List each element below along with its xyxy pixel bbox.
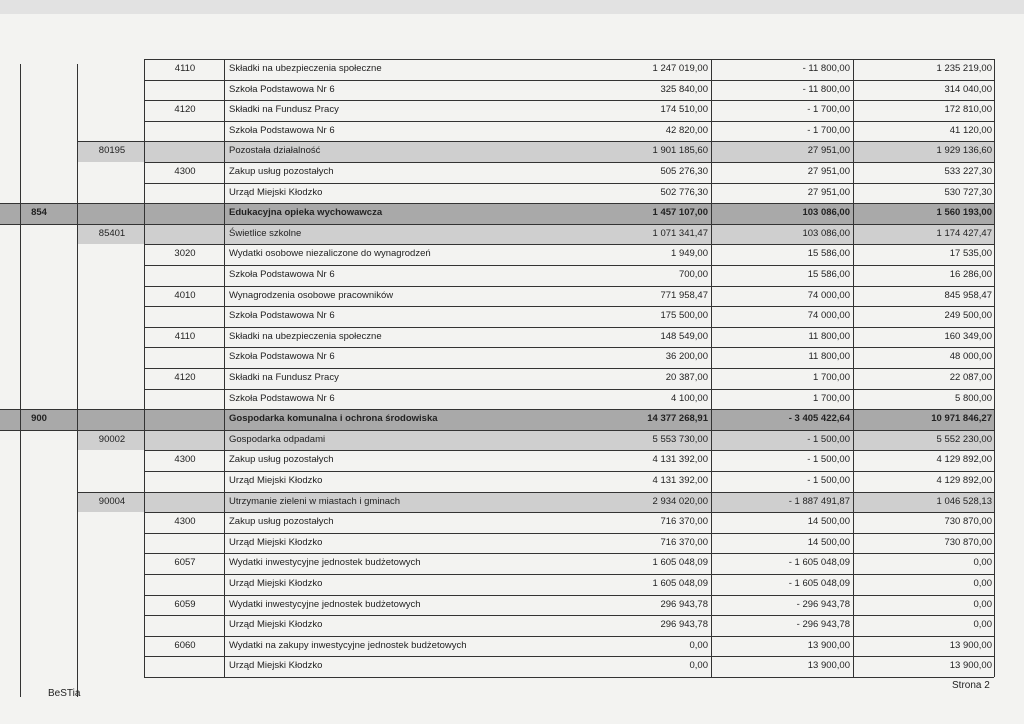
cell-plan-after: 13 900,00 [949,639,992,651]
cell-change: 1 700,00 [813,392,850,404]
cell-rozdzial: 90004 [98,495,126,507]
cell-paragraf: 4110 [174,63,196,74]
cell-paragraf [150,574,220,595]
cell-plan-after: 1 046 528,13 [936,495,992,507]
cell-paragraf [150,533,220,554]
cell-change: - 1 605 048,09 [788,557,850,569]
cell-plan-before: 505 276,30 [660,166,708,177]
cell-plan-after: 533 227,30 [944,166,992,177]
cell-plan-before: 1 949,00 [671,248,708,260]
table-top-rule [144,59,994,60]
cell-paragraf: 6060 [174,639,196,651]
cell-dzial [24,450,54,471]
cell-change: 14 500,00 [807,516,850,528]
cell-dzial [24,286,54,307]
cell-plan-after: 5 552 230,00 [936,433,992,445]
cell-plan-after: 41 120,00 [949,124,992,136]
cell-change: - 1 500,00 [807,433,850,445]
cell-description: Świetlice szkolne [229,227,302,239]
cell-rozdzial [84,574,140,595]
cell-paragraf [150,471,220,492]
cell-dzial [24,100,54,121]
chapter-top-rule [77,430,994,431]
cell-plan-before: 4 100,00 [671,392,708,404]
cell-dzial [24,183,54,204]
cell-plan-before: 1 071 341,47 [652,227,708,239]
cell-dzial [24,512,54,533]
cell-rozdzial [84,471,140,492]
cell-dzial [24,141,54,162]
cell-dzial [24,574,54,595]
cell-change: 11 800,00 [808,351,850,363]
cell-rozdzial [84,347,140,368]
cell-dzial [24,471,54,492]
cell-dzial [24,265,54,286]
cell-description: Szkoła Podstawowa Nr 6 [229,351,335,363]
cell-change: 27 951,00 [807,186,850,198]
cell-plan-before: 296 943,78 [660,598,708,610]
cell-paragraf: 4300 [174,454,196,466]
cell-plan-before: 36 200,00 [665,351,708,363]
cell-paragraf [150,347,220,368]
column-rule [994,59,995,677]
cell-change: - 3 405 422,64 [788,413,850,425]
column-rule [77,64,78,697]
cell-description: Wydatki osobowe niezaliczone do wynagrodzeń [229,248,431,260]
cell-dzial [24,492,54,513]
cell-dzial [24,327,54,348]
cell-plan-after: 0,00 [973,598,992,610]
cell-dzial [24,306,54,327]
cell-description: Gospodarka komunalna i ochrona środowiska [229,413,438,425]
cell-paragraf [150,80,220,101]
cell-dzial [24,368,54,389]
cell-rozdzial: 85401 [98,227,126,239]
cell-dzial [24,80,54,101]
cell-plan-before: 1 247 019,00 [652,63,708,74]
cell-rozdzial [84,595,140,616]
cell-paragraf [150,409,220,430]
cell-paragraf [150,615,220,636]
cell-rozdzial [84,183,140,204]
cell-description: Zakup usług pozostałych [229,454,334,466]
cell-change: - 1 500,00 [807,454,850,466]
cell-plan-after: 17 535,00 [949,248,992,260]
cell-paragraf: 6059 [174,598,196,610]
cell-change: - 1 700,00 [807,104,850,116]
cell-plan-after: 0,00 [973,578,992,589]
cell-plan-before: 296 943,78 [660,619,708,631]
cell-paragraf [150,141,220,162]
cell-dzial [24,244,54,265]
cell-plan-before: 716 370,00 [660,516,708,528]
cell-paragraf: 4120 [174,372,196,383]
cell-dzial [24,389,54,410]
cell-paragraf: 4010 [174,289,196,301]
cell-rozdzial [84,265,140,286]
cell-plan-before: 175 500,00 [660,310,708,322]
cell-plan-after: 10 971 846,27 [931,413,992,425]
cell-description: Urząd Miejski Kłodzko [229,578,323,589]
cell-paragraf: 3020 [174,248,196,260]
cell-change: - 1 605 048,09 [788,578,850,589]
cell-plan-after: 1 235 219,00 [936,63,992,74]
cell-description: Składki na Fundusz Pracy [229,372,339,383]
cell-paragraf: 6057 [174,557,196,569]
cell-dzial [24,533,54,554]
cell-paragraf [150,492,220,513]
cell-plan-before: 502 776,30 [660,186,708,198]
cell-rozdzial [84,368,140,389]
cell-plan-before: 1 605 048,09 [652,578,708,589]
cell-change: - 296 943,78 [796,598,850,610]
column-rule [144,59,145,677]
cell-rozdzial [84,162,140,183]
cell-change: 14 500,00 [807,536,850,548]
cell-dzial [24,615,54,636]
cell-plan-after: 730 870,00 [944,516,992,528]
footer-left-label: BeSTia [48,688,81,699]
cell-rozdzial [84,656,140,677]
cell-change: 27 951,00 [807,145,850,157]
cell-plan-after: 4 129 892,00 [936,475,992,486]
cell-description: Urząd Miejski Kłodzko [229,619,323,631]
cell-plan-before: 148 549,00 [660,330,708,342]
cell-description: Zakup usług pozostałych [229,166,334,177]
cell-change: - 1 887 491,87 [788,495,850,507]
cell-change: 27 951,00 [807,166,850,177]
cell-plan-before: 5 553 730,00 [652,433,708,445]
cell-description: Szkoła Podstawowa Nr 6 [229,83,335,95]
cell-change: 15 586,00 [807,269,850,280]
cell-plan-after: 0,00 [973,557,992,569]
cell-change: 103 086,00 [802,227,850,239]
cell-dzial [24,59,54,80]
chapter-top-rule [77,141,994,142]
cell-change: 74 000,00 [807,310,850,322]
cell-change: - 11 800,00 [802,63,850,74]
cell-paragraf [150,224,220,245]
cell-plan-before: 771 958,47 [660,289,708,301]
cell-rozdzial [84,327,140,348]
cell-plan-after: 314 040,00 [944,83,992,95]
cell-plan-before: 1 901 185,60 [652,145,708,157]
cell-rozdzial [84,615,140,636]
cell-dzial [24,636,54,657]
cell-plan-before: 325 840,00 [660,83,708,95]
column-rule [853,59,854,677]
cell-paragraf [150,656,220,677]
cell-rozdzial [84,100,140,121]
cell-dzial: 854 [31,207,47,219]
cell-rozdzial [84,306,140,327]
cell-description: Urząd Miejski Kłodzko [229,660,323,672]
cell-plan-after: 5 800,00 [955,392,992,404]
cell-description: Szkoła Podstawowa Nr 6 [229,269,335,280]
cell-plan-after: 1 929 136,60 [936,145,992,157]
cell-rozdzial [84,553,140,574]
cell-change: 1 700,00 [813,372,850,383]
cell-description: Szkoła Podstawowa Nr 6 [229,124,335,136]
cell-paragraf: 4110 [174,330,196,342]
cell-description: Składki na ubezpieczenia społeczne [229,330,382,342]
cell-plan-after: 16 286,00 [949,269,992,280]
cell-description: Wydatki na zakupy inwestycyjne jednostek budżetowych [229,639,467,651]
cell-description: Składki na ubezpieczenia społeczne [229,63,382,74]
column-rule [224,59,225,677]
cell-paragraf [150,183,220,204]
cell-description: Szkoła Podstawowa Nr 6 [229,392,335,404]
cell-change: 13 900,00 [807,639,850,651]
section-top-rule [0,203,994,204]
cell-description: Wynagrodzenia osobowe pracowników [229,289,394,301]
cell-change: 13 900,00 [807,660,850,672]
cell-paragraf [150,306,220,327]
cell-description: Wydatki inwestycyjne jednostek budżetowych [229,598,421,610]
cell-rozdzial: 80195 [98,145,126,157]
cell-plan-after: 845 958,47 [944,289,992,301]
page-number: Strona 2 [952,680,990,691]
cell-plan-before: 174 510,00 [660,104,708,116]
cell-change: 74 000,00 [807,289,850,301]
cell-dzial [24,347,54,368]
cell-change: 15 586,00 [807,248,850,260]
column-rule [711,59,712,677]
cell-dzial [24,553,54,574]
cell-plan-before: 700,00 [678,269,708,280]
cell-plan-before: 14 377 268,91 [647,413,708,425]
cell-rozdzial [84,121,140,142]
cell-change: - 11 800,00 [802,83,850,95]
cell-description: Edukacyjna opieka wychowawcza [229,207,383,219]
cell-rozdzial [84,286,140,307]
cell-description: Wydatki inwestycyjne jednostek budżetowych [229,557,421,569]
cell-dzial [24,595,54,616]
cell-plan-after: 1 560 193,00 [936,207,992,219]
column-rule [20,64,21,697]
cell-plan-after: 22 087,00 [949,372,992,383]
cell-rozdzial [84,80,140,101]
cell-description: Urząd Miejski Kłodzko [229,186,323,198]
cell-rozdzial [84,512,140,533]
cell-description: Składki na Fundusz Pracy [229,104,339,116]
cell-paragraf [150,430,220,451]
cell-plan-before: 716 370,00 [660,536,708,548]
cell-description: Pozostała działalność [229,145,321,157]
cell-plan-after: 4 129 892,00 [936,454,992,466]
cell-dzial [24,224,54,245]
section-top-rule [0,409,994,410]
cell-plan-before: 2 934 020,00 [652,495,708,507]
cell-description: Urząd Miejski Kłodzko [229,475,323,486]
cell-paragraf [150,203,220,224]
cell-rozdzial [84,244,140,265]
cell-change: - 1 500,00 [807,475,850,486]
cell-plan-after: 730 870,00 [944,536,992,548]
cell-rozdzial [84,59,140,80]
cell-dzial [24,430,54,451]
chapter-top-rule [77,224,994,225]
cell-description: Zakup usług pozostałych [229,516,334,528]
cell-plan-before: 0,00 [689,660,708,672]
cell-rozdzial [84,450,140,471]
cell-change: 103 086,00 [802,207,850,219]
cell-paragraf: 4300 [174,516,196,528]
scan-top-band [0,0,1024,14]
cell-change: - 296 943,78 [796,619,850,631]
cell-paragraf [150,121,220,142]
cell-dzial [24,121,54,142]
cell-paragraf: 4120 [174,104,196,116]
cell-plan-before: 42 820,00 [665,124,708,136]
cell-plan-after: 172 810,00 [944,104,992,116]
cell-plan-before: 0,00 [689,639,708,651]
cell-plan-after: 160 349,00 [944,330,992,342]
cell-description: Urząd Miejski Kłodzko [229,536,323,548]
cell-plan-before: 20 387,00 [665,372,708,383]
cell-dzial [24,656,54,677]
cell-rozdzial [84,636,140,657]
cell-paragraf [150,265,220,286]
cell-plan-after: 13 900,00 [949,660,992,672]
cell-rozdzial [84,203,140,224]
row-divider [144,677,994,678]
cell-plan-after: 0,00 [973,619,992,631]
cell-plan-before: 4 131 392,00 [652,454,708,466]
cell-change: 11 800,00 [808,330,850,342]
cell-dzial: 900 [31,413,47,425]
chapter-top-rule [77,492,994,493]
cell-rozdzial: 90002 [98,433,126,445]
cell-description: Szkoła Podstawowa Nr 6 [229,310,335,322]
cell-paragraf: 4300 [174,166,196,177]
cell-plan-after: 48 000,00 [949,351,992,363]
cell-plan-after: 1 174 427,47 [936,227,992,239]
cell-rozdzial [84,389,140,410]
cell-dzial [24,162,54,183]
cell-description: Utrzymanie zieleni w miastach i gminach [229,495,401,507]
cell-plan-after: 530 727,30 [944,186,992,198]
cell-plan-after: 249 500,00 [944,310,992,322]
cell-plan-before: 1 457 107,00 [652,207,708,219]
cell-plan-before: 1 605 048,09 [652,557,708,569]
cell-plan-before: 4 131 392,00 [652,475,708,486]
cell-paragraf [150,389,220,410]
cell-rozdzial [84,533,140,554]
cell-description: Gospodarka odpadami [229,433,326,445]
cell-change: - 1 700,00 [807,124,850,136]
cell-rozdzial [84,409,140,430]
